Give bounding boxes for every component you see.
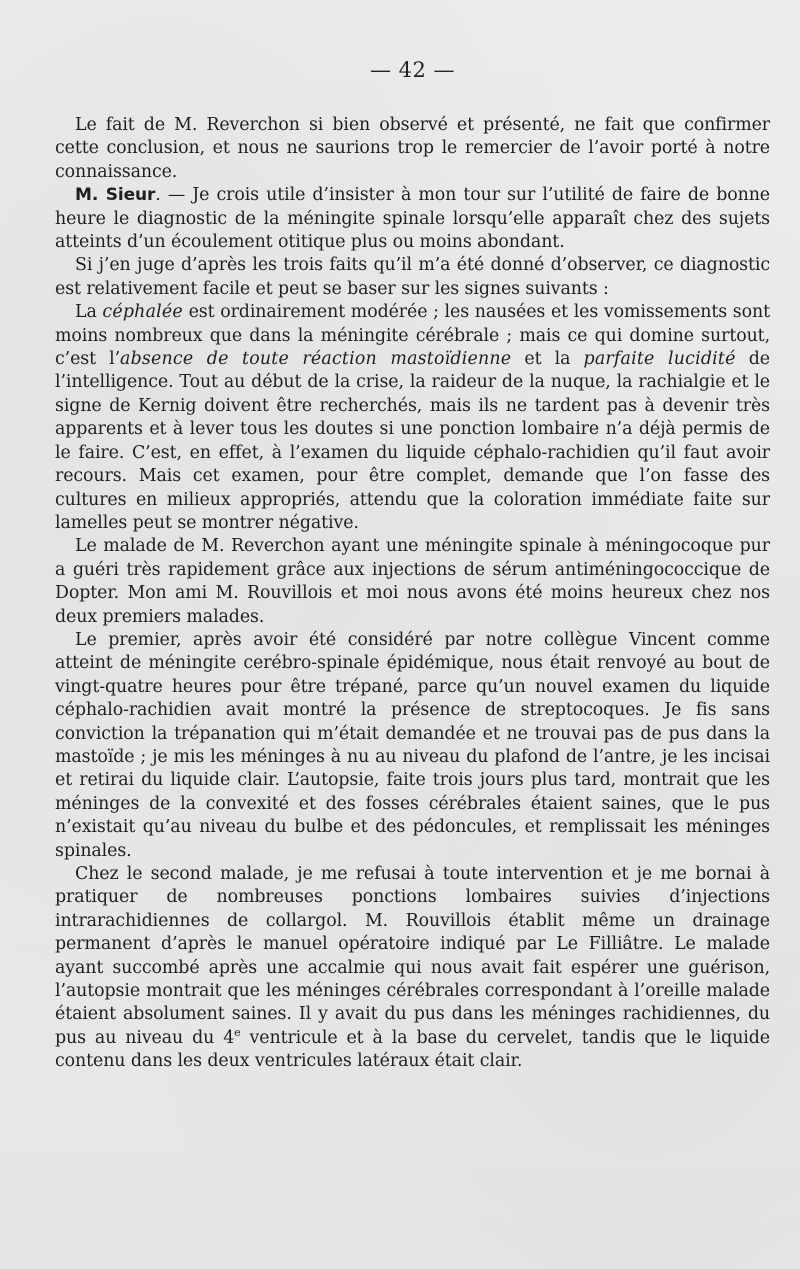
- paragraph-5: Le malade de M. Reverchon ayant une méningite spinale à méningocoque pur a guéri très rapidement grâce aux injections de sérum antiméningococcique de Dopter. Mon ami M. Rouvillois et moi nous avons été moins heureux chez nos deux premiers malades.: [55, 536, 770, 627]
- page-number: — 42 —: [369, 58, 456, 82]
- paragraph-2-text: . — Je crois utile d’insister à mon tour sur l’utilité de faire de bonne heure le diagnostic de la méningite spinale lorsqu’elle apparaît chez des sujets atteints d’un écoulement otitique plus ou moins abondant.: [55, 185, 770, 253]
- paragraph-1: Le fait de M. Reverchon si bien observé et présenté, ne fait que confirmer cette conclusion, et nous ne saurions trop le remercier de l’avoir porté à notre connaissance.: [55, 115, 770, 182]
- paragraph-7-text-1: Chez le second malade, je me refusai à toute intervention et je me bornai à pratiquer de nombreuses ponctions lombaires suivies d’injections intrarachidiennes de collargol. M. Rouvillois établit même un drainage permanent d’après le manuel opératoire indiqué par Le Filliâtre. Le malade ayant succombé après une accalmie qui nous avait fait espérer une guérison, l’autopsie montrait que les méninges cérébrales correspondant à l’oreille malade étaient absolument saines. Il y avait du pus dans les méninges rachidiennes, du pus au niveau du 4: [55, 864, 770, 1048]
- emphasis-cephalee: céphalée: [102, 302, 183, 323]
- paragraph-4-text-2: est ordinairement modérée ; les nausées et les vomissements sont moins nombreux que dans la méningite cérébrale ; mais ce qui domine surtout, c’est l’: [55, 302, 770, 370]
- paragraph-4-text-4: de l’intelligence. Tout au début de la crise, la raideur de la nuque, la rachialgie et le signe de Kernig doivent être recherchés, mais ils ne tardent pas à devenir très apparents et à lever tous les doutes si une ponction lombaire n’a déjà permis de le faire. C’est, en effet, à l’examen du liquide céphalo-rachidien qu’il faut avoir recours. Mais cet examen, pour être complet, demande que l’on fasse des cultures en milieux appropriés, attendu que la coloration immédiate faite sur lamelles peut se montrer négative.: [55, 349, 770, 533]
- speaker-name: M. Sieur: [75, 185, 156, 206]
- emphasis-absence-reaction: absence de toute réaction mastoïdienne: [120, 349, 512, 370]
- paragraph-4-text-3: et la: [511, 349, 584, 370]
- superscript-e: e: [234, 1026, 241, 1040]
- paragraph-4-text-1: La: [75, 302, 103, 323]
- paragraph-3: Si j’en juge d’après les trois faits qu’il m’a été donné d’observer, ce diagnostic est relativement facile et peut se baser sur les signes suivants :: [55, 255, 770, 299]
- paragraph-4: [55, 301, 770, 535]
- paragraph-7-text-2: ventricule et à la base du cervelet, tandis que le liquide contenu dans les deux ventricules latéraux était clair.: [55, 1027, 770, 1072]
- paragraph-6: Le premier, après avoir été considéré par notre collègue Vincent comme atteint de méningite cerébro-spinale épidémique, nous était renvoyé au bout de vingt-quatre heures pour être trépané, parce qu’un nouvel examen du liquide céphalo-rachidien avait montré la présence de streptocoques. Je fis sans conviction la trépanation qui m’était demandée et ne trouvai pas de pus dans la mastoïde ; je mis les méninges à nu au niveau du plafond de l’antre, je les incisai et retirai du liquide clair. L’autopsie, faite trois jours plus tard, montrait que les méninges de la convexité et des fosses cérébrales étaient saines, que le pus n’existait qu’au niveau du bulbe et des pédoncules, et remplissait les méninges spinales.: [55, 629, 770, 861]
- emphasis-lucidite: parfaite lucidité: [583, 349, 736, 370]
- paragraph-7: [55, 863, 770, 1074]
- paragraph-2: [55, 184, 770, 254]
